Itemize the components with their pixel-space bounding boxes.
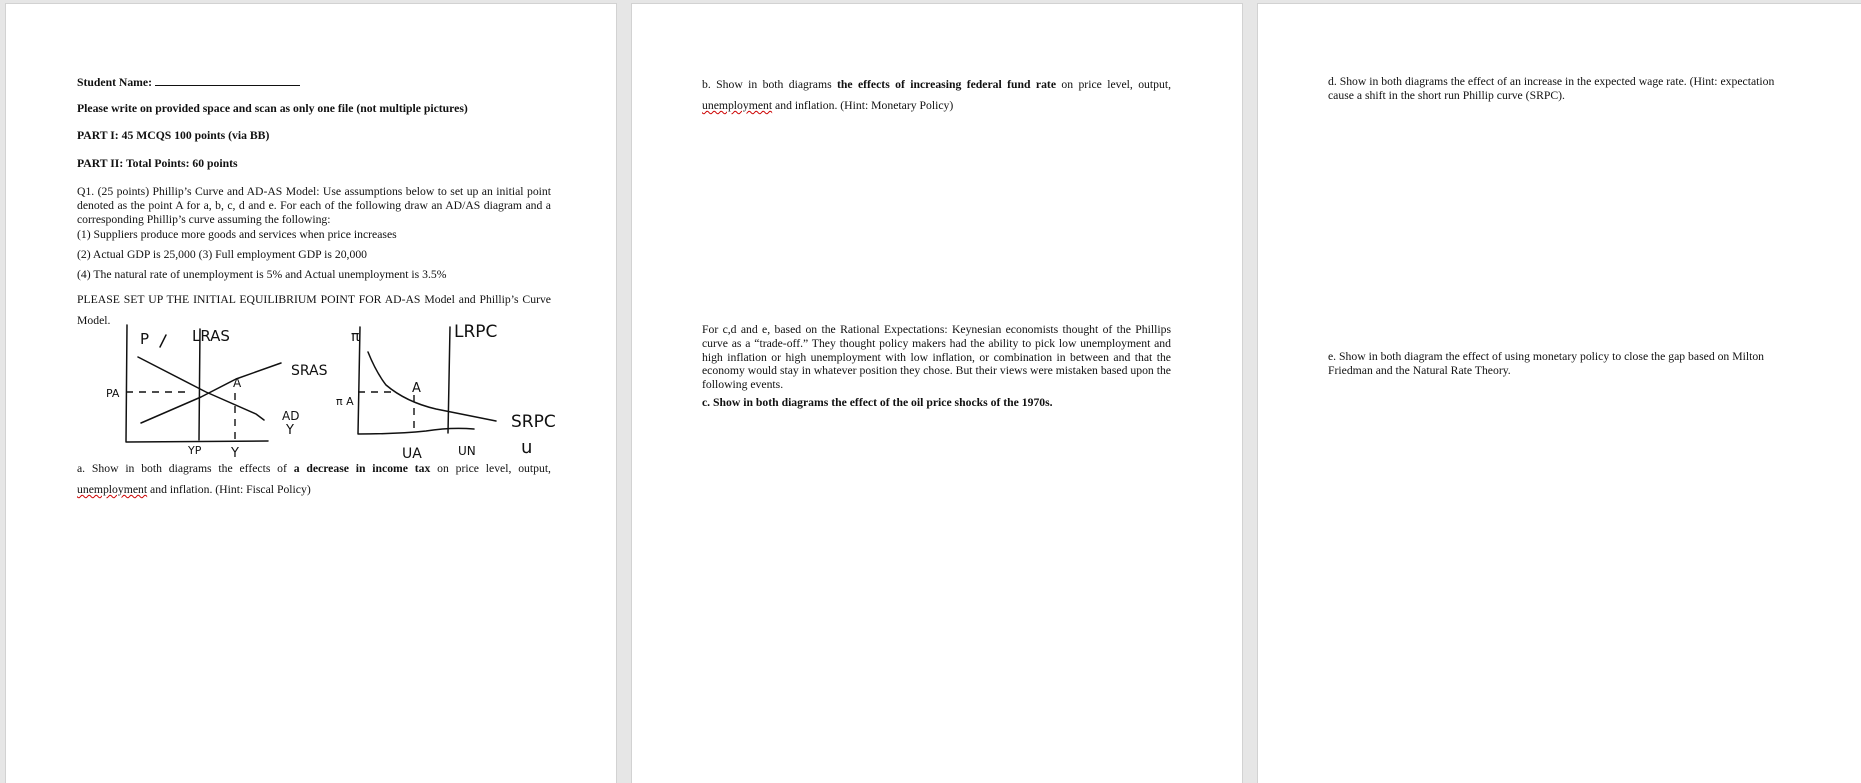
part1-heading: PART I: 45 MCQS 100 points (via BB) bbox=[77, 129, 270, 142]
question-b-suffix: on price level, output, bbox=[1056, 78, 1171, 91]
question-b-line2 bbox=[702, 95, 1171, 116]
y-label: Y bbox=[231, 446, 239, 461]
question-e: e. Show in both diagram the effect of using monetary policy to close the gap based on Milton Friedman and the Natural Rate Theory. bbox=[1328, 350, 1765, 377]
q1-intro: Q1. (25 points) Phillip’s Curve and AD-AS Model: Use assumptions below to set up an initial point denoted as the point A for a, b, c, d and e. For each of the following draw an AD/AS diagram and a corresponding Phillip’s curve assuming the following: bbox=[77, 185, 551, 226]
ad-label: AD bbox=[282, 409, 300, 423]
question-a-bold: a decrease in income tax bbox=[293, 462, 431, 475]
question-a-suffix: on price level, output, bbox=[430, 462, 551, 475]
pa-label: PA bbox=[106, 387, 120, 400]
question-c: c. Show in both diagrams the effect of the oil price shocks of the 1970s. bbox=[702, 396, 1053, 409]
phillips-diagram bbox=[336, 322, 556, 462]
question-a-rest: and inflation. (Hint: Fiscal Policy) bbox=[147, 483, 311, 496]
part2-heading: PART II: Total Points: 60 points bbox=[77, 157, 238, 170]
p-axis-label: P bbox=[140, 330, 150, 348]
assumption-4: (4) The natural rate of unemployment is 5% and Actual unemployment is 3.5% bbox=[77, 268, 447, 281]
lras-tick bbox=[160, 335, 166, 347]
ua-label: UA bbox=[402, 446, 422, 462]
question-b-bold: the effects of increasing federal fund rate bbox=[837, 78, 1057, 91]
adas-diagram bbox=[106, 325, 328, 461]
question-b-prefix: b. Show in both diagrams bbox=[702, 78, 837, 91]
lrpc-line bbox=[448, 327, 450, 433]
student-name-line bbox=[77, 74, 337, 89]
question-b-misspelled-word: unemployment bbox=[702, 99, 773, 112]
pi-axis-label: π bbox=[351, 329, 360, 345]
question-a-prefix: a. Show in both diagrams the effects of bbox=[77, 462, 294, 475]
y-axis-label: Y bbox=[286, 423, 294, 438]
instruction-text: Please write on provided space and scan as only one file (not multiple pictures) bbox=[77, 102, 468, 115]
u-axis-label: u bbox=[521, 437, 533, 458]
assumption-2-3: (2) Actual GDP is 25,000 (3) Full employment GDP is 20,000 bbox=[77, 248, 368, 261]
yp-label: YP bbox=[188, 444, 202, 457]
question-a-line2 bbox=[77, 479, 551, 500]
question-b-rest: and inflation. (Hint: Monetary Policy) bbox=[772, 99, 954, 112]
question-d: d. Show in both diagrams the effect of an increase in the expected wage rate. (Hint: expectation cause a shift in the short run Phillip curve (SRPC). bbox=[1328, 75, 1775, 102]
student-name-label: Student Name: bbox=[77, 76, 152, 89]
handwritten-sketch bbox=[96, 317, 576, 467]
student-name-blank bbox=[155, 74, 300, 86]
sras-label: SRAS bbox=[291, 363, 328, 379]
srpc-curve bbox=[368, 352, 496, 421]
ad-curve bbox=[138, 357, 264, 420]
phillips-point-a: A bbox=[412, 381, 421, 396]
document-page-2 bbox=[632, 4, 1242, 783]
question-a-misspelled-word: unemployment bbox=[77, 483, 148, 496]
question-a bbox=[77, 458, 551, 479]
assumption-1: (1) Suppliers produce more goods and services when price increases bbox=[77, 228, 397, 241]
pi-a-label: π A bbox=[336, 395, 354, 408]
un-label: UN bbox=[458, 444, 476, 458]
srpc-label: SRPC bbox=[511, 412, 556, 432]
document-page-3 bbox=[1258, 4, 1861, 783]
lras-line bbox=[199, 329, 200, 440]
rational-expectations-text: For c,d and e, based on the Rational Expectations: Keynesian economists thought of the Phillips curve as a “trade-off.” They thought policy makers had the ability to pick low unemployment and high inflation or high unemployment with low inflation, or combination in between and that the economy would stay in whatever position they chose. But their views were mistaken based upon the following events. bbox=[702, 323, 1171, 392]
question-b bbox=[702, 74, 1171, 95]
lrpc-label: LRPC bbox=[454, 322, 498, 342]
lras-label: LRAS bbox=[192, 327, 230, 345]
setup-instruction: PLEASE SET UP THE INITIAL EQUILIBRIUM POINT FOR AD-AS Model and Phillip’s Curve Model. bbox=[77, 293, 551, 327]
adas-point-a: A bbox=[233, 376, 242, 390]
sras-curve bbox=[141, 363, 281, 423]
document-page-1 bbox=[6, 4, 616, 783]
